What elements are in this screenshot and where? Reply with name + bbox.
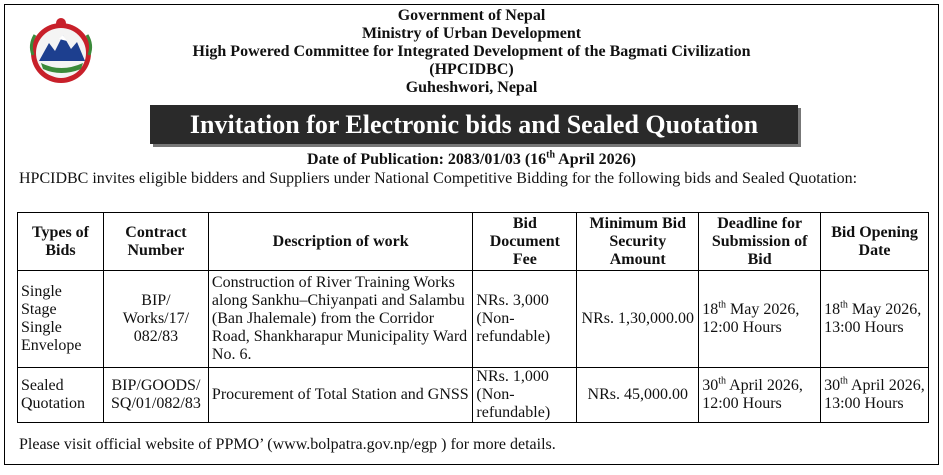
cell-deadline: 30th April 2026, 12:00 Hours [699,368,821,423]
cell-contract: BIP/ Works/17/ 082/83 [103,271,208,368]
col-header-description: Description of work [208,213,472,271]
col-header-type: Types of Bids [18,213,104,271]
publication-date: Date of Publication: 2083/01/03 (16th April 2026) [307,149,636,168]
cell-opening: 30th April 2026, 13:00 Hours [821,368,929,423]
header-location: Guheshwori, Nepal [405,79,538,96]
col-header-opening: Bid Opening Date [821,213,929,271]
header-ministry: Ministry of Urban Development [361,25,582,42]
cell-fee: NRs. 1,000 (Non-refundable) [473,368,577,423]
table-header-row [18,213,929,271]
cell-security: NRs. 1,30,000.00 [577,271,699,368]
intro-paragraph: HPCIDBC invites eligible bidders and Suppliers under National Competitive Bidding for the following bids and Sealed Quotation: [19,170,858,187]
col-header-contract: Contract Number [103,213,208,271]
notice-title-banner: Invitation for Electronic bids and Sealed Quotation [150,105,798,144]
cell-opening: 18th May 2026, 13:00 Hours [821,271,929,368]
col-header-deadline: Deadline for Submission of Bid [699,213,821,271]
header-committee: High Powered Committee for Integrated Development of the Bagmati Civilization [192,43,751,60]
cell-security: NRs. 45,000.00 [577,368,699,423]
table-row [18,368,929,423]
notice-page [4,4,939,465]
cell-type: Single Stage Single Envelope [18,271,104,368]
cell-description: Construction of River Training Works along Sankhu–Chiyanpati and Salambu (Ban Jhalemale) from the Corridor Road, Shankharapur Municipality Ward No. 6. [208,271,472,368]
cell-description: Procurement of Total Station and GNSS [208,368,472,423]
header-government: Government of Nepal [397,7,546,24]
col-header-security: Minimum Bid Security Amount [577,213,699,271]
cell-contract: BIP/GOODS/ SQ/01/082/83 [103,368,208,423]
cell-deadline: 18th May 2026, 12:00 Hours [699,271,821,368]
table-row [18,271,929,368]
footer-note: Please visit official website of PPMO’ (www.bolpatra.gov.np/egp ) for more details. [19,436,556,453]
header-abbreviation: (HPCIDBC) [429,61,514,78]
cell-type: Sealed Quotation [18,368,104,423]
bids-table [17,212,929,423]
col-header-fee: Bid Document Fee [473,213,577,271]
cell-fee: NRs. 3,000 (Non-refundable) [473,271,577,368]
